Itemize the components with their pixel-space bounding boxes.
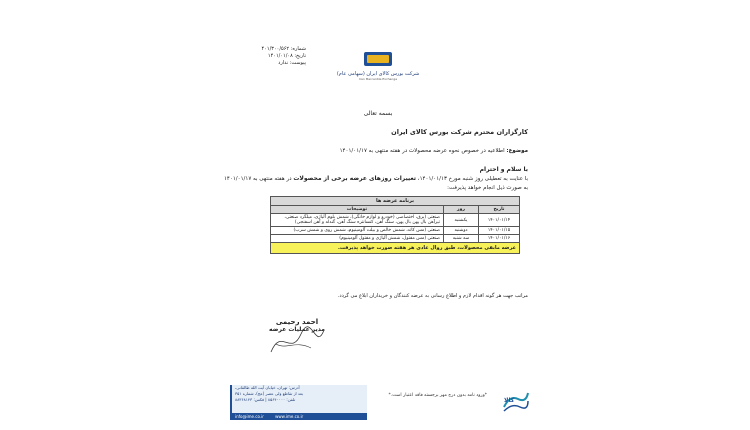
table-row [271, 227, 520, 235]
row-desc: صنعتی (برق، اختصاصی (خودرو و لوازم خانگی)، شمش بلوم آلیاژی، میلگرد صنعتی، تیرآهن بال پهن بال پهن، سنگ آهن، کنسانتره سنگ آهن، گندله و آهن اسفنجی) [271, 214, 444, 227]
footer-address-2: بعد از تقاطع ولی عصر (عج)، شماره ۳۵۱ [235, 391, 304, 396]
letter-attachment: پیوست: ندارد [278, 60, 306, 66]
recipient: کارگزاران محترم شرکت بورس کالای ایران [391, 128, 528, 136]
footer-phone: تلفن: ۸۵۶۴۰۰۰۰ | فکس: ۸۸۳۶۸۱۴۳ [235, 397, 296, 402]
kala-logo [500, 387, 530, 415]
signer-name: احمد رحیمی [275, 318, 319, 326]
body-suffix: در هفته منتهی به ۱۴۰۱/۰۱/۱۷ به صورت ذیل انجام خواهد پذیرفت: [223, 176, 528, 191]
letter-meta [236, 46, 306, 67]
ime-logo-icon [364, 52, 392, 66]
header-date: تاریخ [479, 206, 520, 214]
footer-website[interactable]: www.ime.co.ir [275, 414, 304, 419]
subject-label: موضوع: [506, 148, 528, 154]
body-prefix: با عنایت به تعطیلی روز شنبه مورخ ۱۴۰۱/۰۱/۱۳، [417, 176, 528, 182]
table-note: عرضه مابقی محصولات، طبق روال عادی هر هفته صورت خواهد پذیرفت. [271, 243, 520, 254]
header-desc: توضیحات [271, 206, 444, 214]
footer-email[interactable]: info@ime.co.ir [235, 414, 264, 419]
signature-scribble-icon [266, 322, 326, 362]
header-day: روز [444, 206, 479, 214]
schedule-table [270, 196, 520, 254]
basmala: بسمه تعالی [363, 110, 393, 117]
subject-line [340, 148, 528, 154]
subject-text: اطلاعیه در خصوص نحوه عرضه محصولات در هفته منتهی به ۱۴۰۱/۰۱/۱۷ [339, 148, 505, 154]
company-logo [330, 51, 426, 81]
table-caption: برنامه عرضه ها [271, 197, 520, 206]
letter-date: تاریخ: ۱۴۰۱/۰۱/۰۸ [267, 53, 306, 59]
table-row [271, 235, 520, 243]
closing-text: مراتب جهت هر گونه اقدام لازم و اطلاع رسانی به عرضه کنندگان و خریداران ابلاغ می گردد. [337, 293, 528, 299]
row-desc: صنعتی (مس کاتد، شمش خالص و بیلت آلومینیوم، شمش روی و شمش سرب) [271, 227, 444, 235]
row-day: سه شنبه [444, 235, 479, 243]
row-day: دوشنبه [444, 227, 479, 235]
footer-web-bar [232, 413, 367, 420]
row-date: ۱۴۰۱/۰۱/۱۵ [479, 227, 520, 235]
row-desc: صنعتی (مس مفتول، شمش آلیاژی و مفتول آلومینیوم) [271, 235, 444, 243]
signature-block [262, 318, 332, 333]
table-row [271, 214, 520, 227]
kala-brand-text: کالا [504, 397, 515, 404]
greeting: با سلام و احترام [479, 166, 528, 173]
row-date: ۱۴۰۱/۰۱/۱۶ [479, 235, 520, 243]
signer-title: مدیر عملیات عرضه [269, 326, 325, 333]
row-date: ۱۴۰۱/۰۱/۱۴ [479, 214, 520, 227]
row-day: یکشنبه [444, 214, 479, 227]
footer-contact [230, 385, 367, 420]
company-name-en: Iran Mercantile Exchange [358, 77, 398, 81]
company-name-fa: شرکت بورس کالای ایران (سهامی عام) [336, 71, 420, 77]
body-paragraph [218, 174, 528, 193]
body-bold: تغییرات روزهای عرضه برخی از محصولات [293, 175, 417, 182]
footer-address-1: آدرس: تهران، خیابان آیت الله طالقانی، [235, 385, 300, 390]
footer-note: *ورود نامه بدون درج مهر برجسته فاقد اعتبار است.* [388, 393, 487, 398]
letter-number: شماره: ۴۰۱/۳۰۰/۵۶۲ [261, 46, 306, 52]
